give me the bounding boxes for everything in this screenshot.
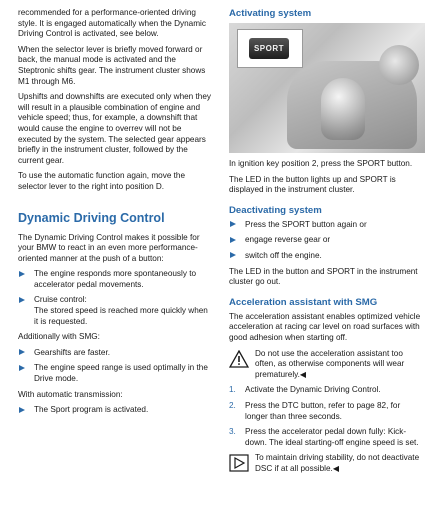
triangle-bullet-icon bbox=[19, 297, 25, 303]
button-inset bbox=[237, 29, 303, 68]
sport-button-photo bbox=[229, 23, 425, 153]
triangle-bullet-icon bbox=[19, 407, 25, 413]
bullet-list bbox=[18, 348, 214, 385]
list-item bbox=[18, 295, 214, 327]
list-item-text: Gearshifts are faster. bbox=[34, 347, 110, 357]
bullet-list bbox=[18, 269, 214, 327]
triangle-bullet-icon bbox=[230, 221, 236, 227]
paragraph: To use the automatic function again, move the selector lever to the right into position D. bbox=[18, 171, 186, 191]
sport-button: SPORT bbox=[249, 38, 289, 59]
paragraph: The LED in the button and SPORT in the instrument cluster go out. bbox=[229, 266, 418, 287]
paragraph: With automatic transmission: bbox=[18, 389, 123, 399]
step-number: 1. bbox=[229, 385, 236, 395]
list-item bbox=[229, 401, 425, 422]
list-item-text: The engine responds more spontaneously to accelerator pedal movements. bbox=[34, 269, 197, 289]
list-item-text: switch off the engine. bbox=[245, 250, 322, 260]
paragraph: recommended for a performance-oriented driving style. It is engaged automatically when the Dynamic Driving Control is activated, see below. bbox=[18, 8, 206, 39]
triangle-bullet-icon bbox=[230, 252, 236, 258]
list-item bbox=[229, 427, 425, 448]
list-item bbox=[229, 235, 425, 246]
triangle-bullet-icon bbox=[19, 365, 25, 371]
steps-list bbox=[229, 385, 425, 448]
paragraph: In ignition key position 2, press the SPORT button. bbox=[229, 159, 413, 168]
step-number: 2. bbox=[229, 400, 236, 410]
note-text: To maintain driving stability, do not deactivate DSC if at all possible. bbox=[255, 453, 420, 473]
triangle-bullet-icon bbox=[230, 237, 236, 243]
warning-triangle-icon bbox=[229, 350, 249, 368]
triangle-bullet-icon bbox=[19, 349, 25, 355]
section-heading: Dynamic Driving Control bbox=[18, 210, 165, 225]
paragraph: Additionally with SMG: bbox=[18, 332, 100, 342]
paragraph: The acceleration assistant enables optimized vehicle acceleration at racing car level on road surfaces with good adhesion when starting off. bbox=[229, 311, 421, 342]
list-item bbox=[229, 385, 425, 396]
list-item-text: The engine speed range is used optimally in the Drive mode. bbox=[34, 363, 208, 384]
section-heading: Acceleration assistant with SMG bbox=[229, 296, 378, 308]
paragraph: The Dynamic Driving Control makes it possible for your BMW to react in an even more performance-oriented manner at the push of a button: bbox=[18, 232, 200, 263]
list-item bbox=[18, 348, 214, 359]
left-column bbox=[18, 8, 214, 421]
list-item-text: Activate the Dynamic Driving Control. bbox=[245, 385, 381, 395]
list-item bbox=[229, 251, 425, 262]
list-item-text: Press the DTC button, refer to page 82, for longer than three seconds. bbox=[245, 400, 401, 421]
list-item-text: Press the accelerator pedal down fully: Kick-down. The ideal starting-off engine speed is set. bbox=[245, 427, 419, 447]
list-item bbox=[18, 405, 214, 416]
warning-text: Do not use the acceleration assistant too often, as otherwise components will wear prematurely. bbox=[255, 348, 405, 379]
list-item bbox=[18, 269, 214, 290]
bullet-list bbox=[18, 405, 214, 416]
section-heading: Activating system bbox=[229, 8, 312, 19]
paragraph: The LED in the button lights up and SPORT is displayed in the instrument cluster. bbox=[229, 174, 396, 195]
list-item bbox=[229, 220, 425, 231]
list-item-text: Cruise control: bbox=[34, 295, 87, 305]
right-column bbox=[229, 8, 425, 479]
paragraph: Upshifts and downshifts are executed only when they will result in a plausible combination of engine and vehicle speed; thus, for example, a downshift that would cause the engine to overrev will not be executed by the system. The selected gear appears briefly in the instrument cluster, followed by the current gear. bbox=[18, 92, 211, 165]
paragraph: When the selector lever is briefly moved forward or back, the manual mode is activated and the Steptronic shifts gear. The instrument cluster shows M1 through M6. bbox=[18, 44, 206, 86]
list-item-text: Press the SPORT button again or bbox=[245, 219, 367, 229]
list-item-text: The Sport program is activated. bbox=[34, 405, 149, 415]
end-mark-icon: ◀ bbox=[299, 369, 307, 379]
note-play-icon bbox=[229, 454, 249, 472]
list-item bbox=[18, 363, 214, 384]
list-item-text: engage reverse gear or bbox=[245, 235, 331, 245]
warning-note bbox=[229, 349, 425, 381]
section-heading: Deactivating system bbox=[229, 204, 322, 216]
step-number: 3. bbox=[229, 427, 236, 437]
info-note bbox=[229, 453, 425, 474]
bullet-list bbox=[229, 220, 425, 262]
triangle-bullet-icon bbox=[19, 271, 25, 277]
selector-lever bbox=[321, 78, 365, 140]
controller-knob bbox=[379, 45, 419, 85]
list-item-text: The stored speed is reached more quickly when it is requested. bbox=[34, 306, 208, 326]
end-mark-icon: ◀ bbox=[332, 463, 340, 473]
